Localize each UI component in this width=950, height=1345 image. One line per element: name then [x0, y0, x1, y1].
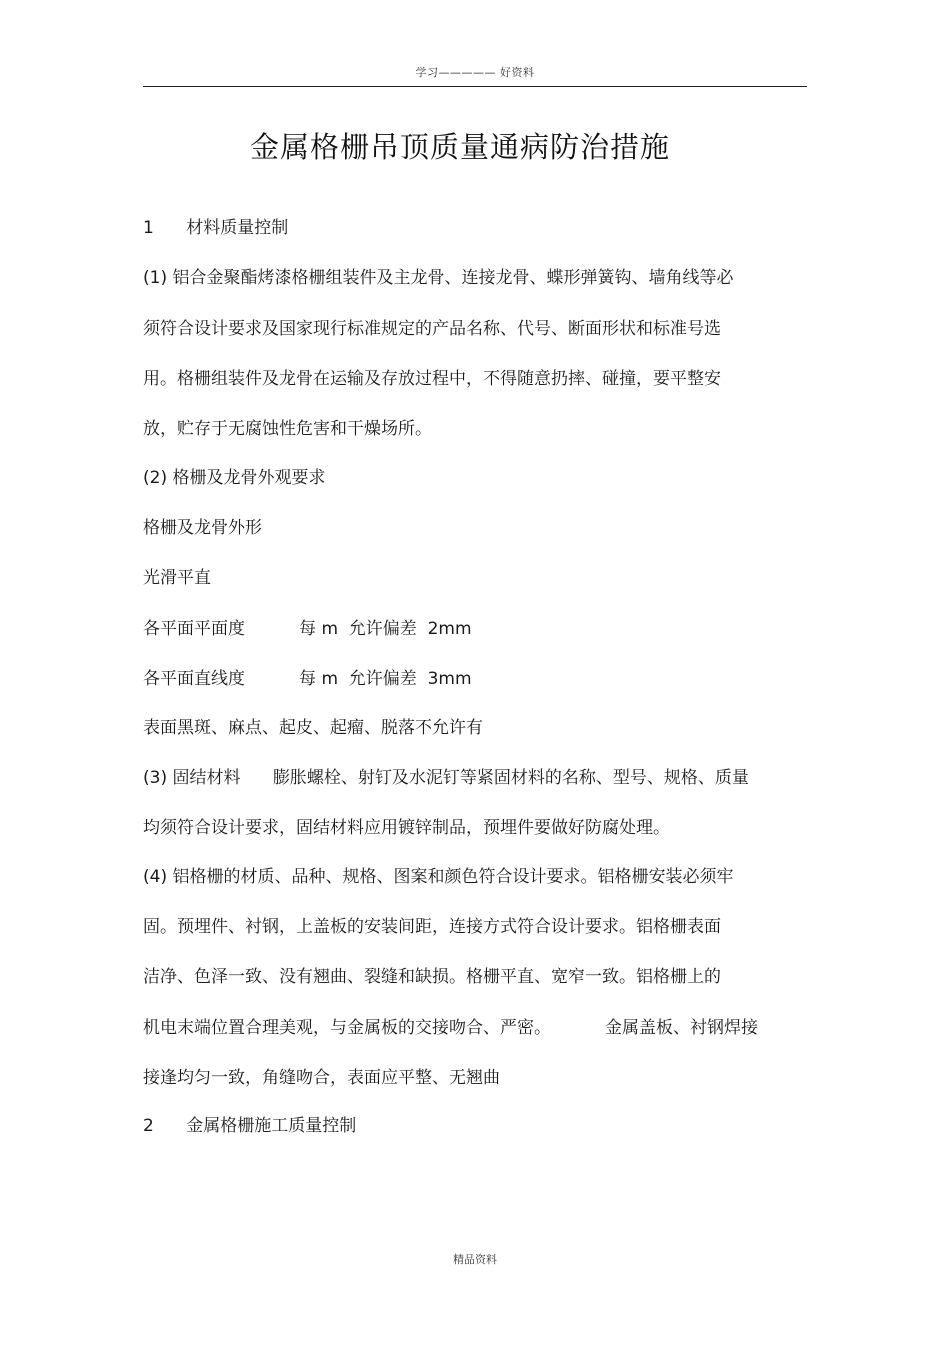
page-footer: 精品资料 — [453, 1253, 497, 1266]
paragraph-line: 光滑平直 — [143, 568, 211, 588]
paragraph-line: (1) 铝合金聚酯烤漆格栅组装件及主龙骨、连接龙骨、蝶形弹簧钩、墙角线等必 — [143, 268, 734, 288]
tolerance-line: 各平面平面度 每 m 允许偏差 2mm — [143, 619, 472, 639]
subsection-heading: (3) 固结材料 膨胀螺栓、射钉及水泥钉等紧固材料的名称、型号、规格、质量 — [143, 768, 749, 788]
subsection-heading: (4) 铝格栅的材质、品种、规格、图案和颜色符合设计要求。铝格栅安装必须牢 — [143, 867, 734, 887]
paragraph-line: 须符合设计要求及国家现行标准规定的产品名称、代号、断面形状和标准号选 — [143, 319, 721, 339]
paragraph-line: 均须符合设计要求，固结材料应用镀锌制品，预埋件要做好防腐处理。 — [143, 818, 670, 838]
paragraph-line: 机电末端位置合理美观，与金属板的交接吻合、严密。 金属盖板、衬钢焊接 — [143, 1018, 759, 1038]
subsection-heading: (2) 格栅及龙骨外观要求 — [143, 468, 326, 488]
tolerance-line: 各平面直线度 每 m 允许偏差 3mm — [143, 669, 472, 689]
paragraph-line: 接逢均匀一致，角缝吻合，表面应平整、无翘曲 — [143, 1068, 500, 1088]
document-title: 金属格栅吊顶质量通病防治措施 — [249, 130, 670, 164]
page-header: 学习————— 好资料 — [415, 66, 535, 79]
paragraph-line: 格栅及龙骨外形 — [143, 518, 262, 538]
paragraph-line: 固。预埋件、衬钢，上盖板的安装间距，连接方式符合设计要求。铝格栅表面 — [143, 917, 721, 937]
section-heading: 2 金属格栅施工质量控制 — [143, 1116, 357, 1136]
paragraph-line: 洁净、色泽一致、没有翘曲、裂缝和缺损。格栅平直、宽窄一致。铝格栅上的 — [143, 967, 721, 987]
section-heading: 1 材料质量控制 — [143, 218, 289, 238]
paragraph-line: 放，贮存于无腐蚀性危害和干燥场所。 — [143, 419, 432, 439]
paragraph-line: 表面黑斑、麻点、起皮、起瘤、脱落不允许有 — [143, 718, 483, 738]
header-divider — [143, 86, 807, 87]
paragraph-line: 用。格栅组装件及龙骨在运输及存放过程中，不得随意扔摔、碰撞，要平整安 — [143, 369, 721, 389]
